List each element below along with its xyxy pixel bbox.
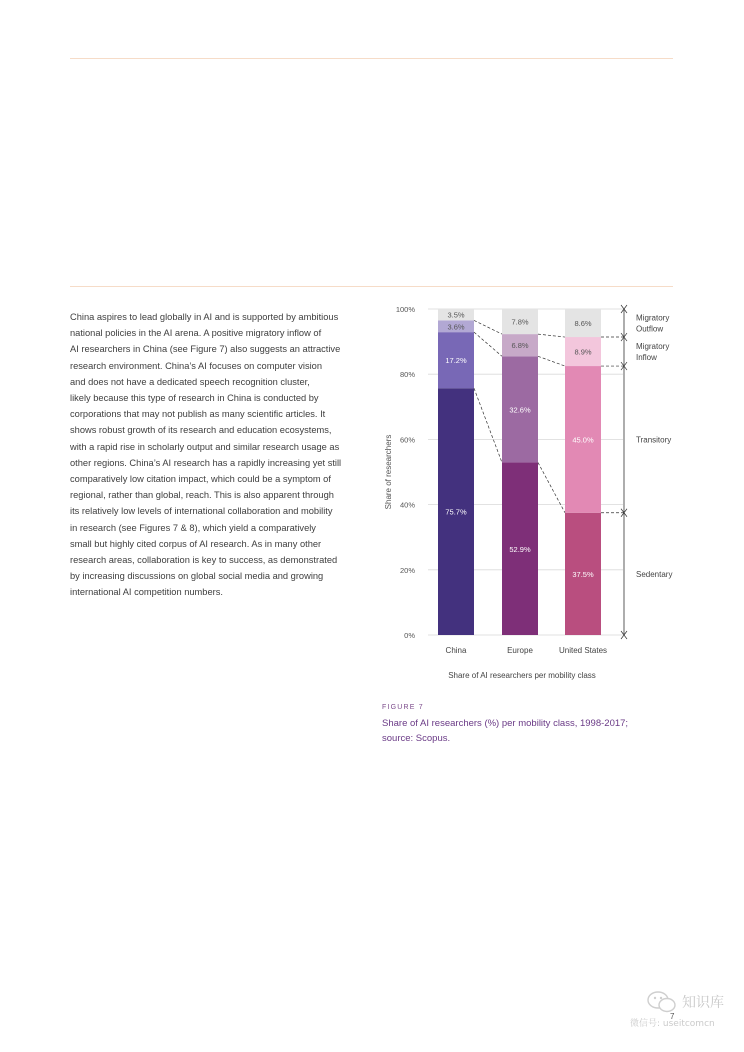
caption-line: source: Scopus.: [382, 733, 451, 744]
connector-line: [538, 356, 565, 366]
body-paragraph: [70, 309, 362, 601]
y-tick-label: 40%: [399, 500, 415, 510]
data-label: 17.2%: [445, 356, 467, 366]
paragraph-line: international AI competition numbers.: [70, 587, 223, 598]
legend-label: Transitory: [636, 435, 672, 445]
bracket-arrow: [621, 635, 627, 639]
mobility-stacked-bar-chart: [376, 298, 686, 688]
data-label: 8.6%: [574, 319, 592, 329]
data-label: 6.8%: [511, 341, 529, 351]
paragraph-line: and does not have a dedicated speech recognition cluster,: [70, 376, 310, 387]
data-label: 75.7%: [445, 507, 467, 517]
figure-caption: [382, 716, 642, 746]
paragraph-line: corporations that may not publish as many scientific articles. It: [70, 409, 326, 420]
y-tick-label: 80%: [399, 370, 415, 380]
data-label: 45.0%: [572, 435, 594, 445]
legend-label: Sedentary: [636, 569, 673, 579]
y-tick-label: 0%: [404, 631, 415, 640]
x-axis-label: Share of AI researchers per mobility class: [448, 671, 596, 680]
data-label: 7.8%: [511, 317, 529, 327]
paragraph-line: with a rapid rise in scholarly output and similar research usage as: [70, 441, 340, 452]
data-label: 3.6%: [447, 322, 465, 332]
connector-line: [474, 332, 502, 356]
data-label: 8.9%: [574, 347, 592, 357]
legend-label: Migratory: [636, 342, 670, 352]
paragraph-line: its relatively low levels of international collaboration and mobility: [70, 506, 333, 517]
bracket-arrow: [621, 305, 627, 309]
paragraph-line: other regions. China’s AI research has a rapidly increasing yet still: [70, 457, 342, 468]
y-tick-label: 20%: [399, 565, 415, 575]
caption-line: Share of AI researchers (%) per mobility class, 1998-2017;: [382, 718, 629, 729]
x-tick-label: United States: [558, 646, 608, 655]
connector-line: [474, 320, 502, 334]
connector-line: [538, 334, 565, 337]
legend-label: Outflow: [636, 324, 664, 334]
paragraph-line: shows robust growth of its research and education ecosystems,: [70, 425, 332, 436]
top-divider: [70, 58, 673, 59]
paragraph-line: likely because this type of research in China is conducted by: [70, 393, 319, 404]
paragraph-line: comparatively low citation impact, which could be a symptom of: [70, 474, 331, 485]
data-label: 37.5%: [572, 569, 594, 579]
page-number: 7: [670, 1012, 675, 1021]
data-label: 52.9%: [509, 544, 531, 554]
watermark-title: 知识库: [682, 995, 724, 1011]
y-axis-label: Share of researchers: [384, 434, 393, 510]
legend-label: Inflow: [636, 353, 657, 363]
paragraph-line: research areas, collaboration is key to success, as demonstrated: [70, 555, 338, 566]
paragraph-line: research environment. China’s AI focuses on computer vision: [70, 360, 323, 371]
watermark: [630, 990, 740, 1034]
x-tick-label: China: [445, 646, 467, 655]
paragraph-line: small but highly cited corpus of AI research. As in many other: [70, 538, 322, 549]
wechat-icon: [646, 990, 678, 1014]
watermark-subtitle: 微信号: useitcomcn: [630, 1019, 715, 1029]
data-label: 32.6%: [509, 405, 531, 415]
y-tick-label: 60%: [399, 435, 415, 445]
paragraph-line: AI researchers in China (see Figure 7) also suggests an attractive: [70, 344, 341, 355]
section-divider: [70, 286, 673, 287]
x-tick-label: Europe: [507, 646, 533, 655]
paragraph-line: regional, rather than global, reach. This is also apparent through: [70, 490, 334, 501]
connector-line: [538, 463, 565, 513]
paragraph-line: China aspires to lead globally in AI and is supported by ambitious: [70, 312, 339, 322]
data-label: 3.5%: [447, 310, 465, 320]
paragraph-line: by increasing discussions on global social media and growing: [70, 571, 324, 582]
y-tick-label: 100%: [395, 305, 415, 314]
paragraph-line: national policies in the AI arena. A positive migratory inflow of: [70, 328, 322, 339]
legend-label: Migratory: [636, 313, 670, 323]
figure-number: FIGURE 7: [382, 704, 424, 711]
paragraph-line: in research (see Figures 7 & 8), which yield a comparatively: [70, 522, 316, 533]
connector-line: [474, 388, 502, 462]
